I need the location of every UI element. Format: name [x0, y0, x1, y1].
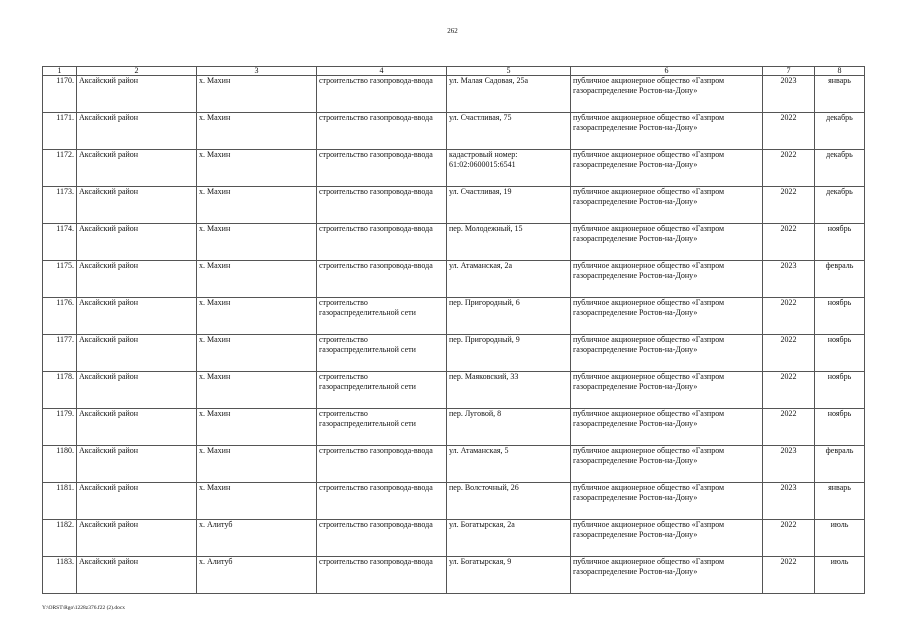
table-row	[43, 335, 865, 372]
settlement-cell: х. Алитуб	[197, 520, 317, 557]
settlement-cell: х. Махин	[197, 113, 317, 150]
row-number: 1174.	[43, 224, 77, 261]
column-number-row	[43, 67, 865, 76]
year-cell: 2022	[763, 150, 815, 187]
address-cell: ул. Счастливая, 75	[447, 113, 571, 150]
year-cell: 2022	[763, 372, 815, 409]
row-number: 1176.	[43, 298, 77, 335]
year-cell: 2023	[763, 76, 815, 113]
settlement-cell: х. Махин	[197, 76, 317, 113]
district-cell: Аксайский район	[77, 520, 197, 557]
work-type-cell: строительство газораспределительной сети	[317, 409, 447, 446]
table-row	[43, 298, 865, 335]
table-row	[43, 520, 865, 557]
address-cell: пер. Молодежный, 15	[447, 224, 571, 261]
table-row	[43, 113, 865, 150]
month-cell: февраль	[815, 261, 865, 298]
organization-cell: публичное акционерное общество «Газпром газораспределение Ростов-на-Дону»	[571, 298, 763, 335]
organization-cell: публичное акционерное общество «Газпром газораспределение Ростов-на-Дону»	[571, 372, 763, 409]
year-cell: 2022	[763, 187, 815, 224]
month-cell: январь	[815, 76, 865, 113]
page-number: 262	[447, 27, 458, 35]
year-cell: 2022	[763, 520, 815, 557]
organization-cell: публичное акционерное общество «Газпром газораспределение Ростов-на-Дону»	[571, 335, 763, 372]
month-cell: июль	[815, 520, 865, 557]
address-cell: пер. Волсточный, 26	[447, 483, 571, 520]
settlement-cell: х. Алитуб	[197, 557, 317, 594]
row-number: 1183.	[43, 557, 77, 594]
month-cell: ноябрь	[815, 372, 865, 409]
month-cell: февраль	[815, 446, 865, 483]
row-number: 1177.	[43, 335, 77, 372]
district-cell: Аксайский район	[77, 150, 197, 187]
table-row	[43, 76, 865, 113]
year-cell: 2022	[763, 113, 815, 150]
table-row	[43, 150, 865, 187]
registry-table	[42, 66, 865, 594]
settlement-cell: х. Махин	[197, 298, 317, 335]
organization-cell: публичное акционерное общество «Газпром газораспределение Ростов-на-Дону»	[571, 409, 763, 446]
row-number: 1178.	[43, 372, 77, 409]
row-number: 1172.	[43, 150, 77, 187]
work-type-cell: строительство газопровода-ввода	[317, 483, 447, 520]
table-row	[43, 224, 865, 261]
organization-cell: публичное акционерное общество «Газпром газораспределение Ростов-на-Дону»	[571, 187, 763, 224]
address-cell: пер. Маяковский, 33	[447, 372, 571, 409]
column-header: 6	[571, 67, 763, 76]
table-row	[43, 261, 865, 298]
organization-cell: публичное акционерное общество «Газпром газораспределение Ростов-на-Дону»	[571, 150, 763, 187]
district-cell: Аксайский район	[77, 187, 197, 224]
column-header: 2	[77, 67, 197, 76]
row-number: 1173.	[43, 187, 77, 224]
district-cell: Аксайский район	[77, 335, 197, 372]
work-type-cell: строительство газопровода-ввода	[317, 224, 447, 261]
month-cell: июль	[815, 557, 865, 594]
table-row	[43, 483, 865, 520]
district-cell: Аксайский район	[77, 261, 197, 298]
row-number: 1170.	[43, 76, 77, 113]
settlement-cell: х. Махин	[197, 409, 317, 446]
district-cell: Аксайский район	[77, 446, 197, 483]
work-type-cell: строительство газопровода-ввода	[317, 520, 447, 557]
address-cell: пер. Луговой, 8	[447, 409, 571, 446]
work-type-cell: строительство газопровода-ввода	[317, 261, 447, 298]
row-number: 1180.	[43, 446, 77, 483]
row-number: 1175.	[43, 261, 77, 298]
address-cell: ул. Атаманская, 2а	[447, 261, 571, 298]
table-row	[43, 409, 865, 446]
district-cell: Аксайский район	[77, 113, 197, 150]
column-header: 4	[317, 67, 447, 76]
address-cell: пер. Пригородный, 6	[447, 298, 571, 335]
work-type-cell: строительство газопровода-ввода	[317, 446, 447, 483]
month-cell: ноябрь	[815, 409, 865, 446]
district-cell: Аксайский район	[77, 557, 197, 594]
month-cell: ноябрь	[815, 298, 865, 335]
organization-cell: публичное акционерное общество «Газпром газораспределение Ростов-на-Дону»	[571, 446, 763, 483]
month-cell: ноябрь	[815, 335, 865, 372]
year-cell: 2022	[763, 224, 815, 261]
row-number: 1182.	[43, 520, 77, 557]
month-cell: январь	[815, 483, 865, 520]
organization-cell: публичное акционерное общество «Газпром газораспределение Ростов-на-Дону»	[571, 557, 763, 594]
address-cell: ул. Атаманская, 5	[447, 446, 571, 483]
year-cell: 2022	[763, 298, 815, 335]
year-cell: 2022	[763, 409, 815, 446]
settlement-cell: х. Махин	[197, 372, 317, 409]
month-cell: декабрь	[815, 150, 865, 187]
settlement-cell: х. Махин	[197, 261, 317, 298]
month-cell: декабрь	[815, 113, 865, 150]
year-cell: 2022	[763, 557, 815, 594]
address-cell: ул. Счастливая, 19	[447, 187, 571, 224]
year-cell: 2023	[763, 483, 815, 520]
table-row	[43, 372, 865, 409]
column-header: 5	[447, 67, 571, 76]
column-header: 1	[43, 67, 77, 76]
settlement-cell: х. Махин	[197, 187, 317, 224]
organization-cell: публичное акционерное общество «Газпром газораспределение Ростов-на-Дону»	[571, 520, 763, 557]
address-cell: пер. Пригородный, 9	[447, 335, 571, 372]
settlement-cell: х. Махин	[197, 335, 317, 372]
table-row	[43, 446, 865, 483]
work-type-cell: строительство газопровода-ввода	[317, 187, 447, 224]
month-cell: декабрь	[815, 187, 865, 224]
column-header: 3	[197, 67, 317, 76]
row-number: 1171.	[43, 113, 77, 150]
month-cell: ноябрь	[815, 224, 865, 261]
district-cell: Аксайский район	[77, 76, 197, 113]
work-type-cell: строительство газораспределительной сети	[317, 298, 447, 335]
district-cell: Аксайский район	[77, 298, 197, 335]
row-number: 1181.	[43, 483, 77, 520]
organization-cell: публичное акционерное общество «Газпром газораспределение Ростов-на-Дону»	[571, 113, 763, 150]
year-cell: 2023	[763, 261, 815, 298]
table-row	[43, 187, 865, 224]
year-cell: 2022	[763, 335, 815, 372]
year-cell: 2023	[763, 446, 815, 483]
district-cell: Аксайский район	[77, 483, 197, 520]
organization-cell: публичное акционерное общество «Газпром газораспределение Ростов-на-Дону»	[571, 224, 763, 261]
settlement-cell: х. Махин	[197, 150, 317, 187]
district-cell: Аксайский район	[77, 409, 197, 446]
organization-cell: публичное акционерное общество «Газпром газораспределение Ростов-на-Дону»	[571, 261, 763, 298]
column-header: 7	[763, 67, 815, 76]
work-type-cell: строительство газопровода-ввода	[317, 113, 447, 150]
work-type-cell: строительство газопровода-ввода	[317, 557, 447, 594]
address-cell: кадастровый номер: 61:02:0600015:6541	[447, 150, 571, 187]
address-cell: ул. Богатырская, 9	[447, 557, 571, 594]
settlement-cell: х. Махин	[197, 446, 317, 483]
settlement-cell: х. Махин	[197, 224, 317, 261]
district-cell: Аксайский район	[77, 372, 197, 409]
district-cell: Аксайский район	[77, 224, 197, 261]
work-type-cell: строительство газораспределительной сети	[317, 335, 447, 372]
work-type-cell: строительство газопровода-ввода	[317, 150, 447, 187]
organization-cell: публичное акционерное общество «Газпром газораспределение Ростов-на-Дону»	[571, 76, 763, 113]
settlement-cell: х. Махин	[197, 483, 317, 520]
row-number: 1179.	[43, 409, 77, 446]
column-header: 8	[815, 67, 865, 76]
table-row	[43, 557, 865, 594]
work-type-cell: строительство газопровода-ввода	[317, 76, 447, 113]
address-cell: ул. Богатырская, 2а	[447, 520, 571, 557]
organization-cell: публичное акционерное общество «Газпром газораспределение Ростов-на-Дону»	[571, 483, 763, 520]
footer-file-path: Y:\ORST\Rgo\1228z376.f22 (2).docx	[42, 605, 126, 611]
work-type-cell: строительство газораспределительной сети	[317, 372, 447, 409]
address-cell: ул. Малая Садовая, 25а	[447, 76, 571, 113]
